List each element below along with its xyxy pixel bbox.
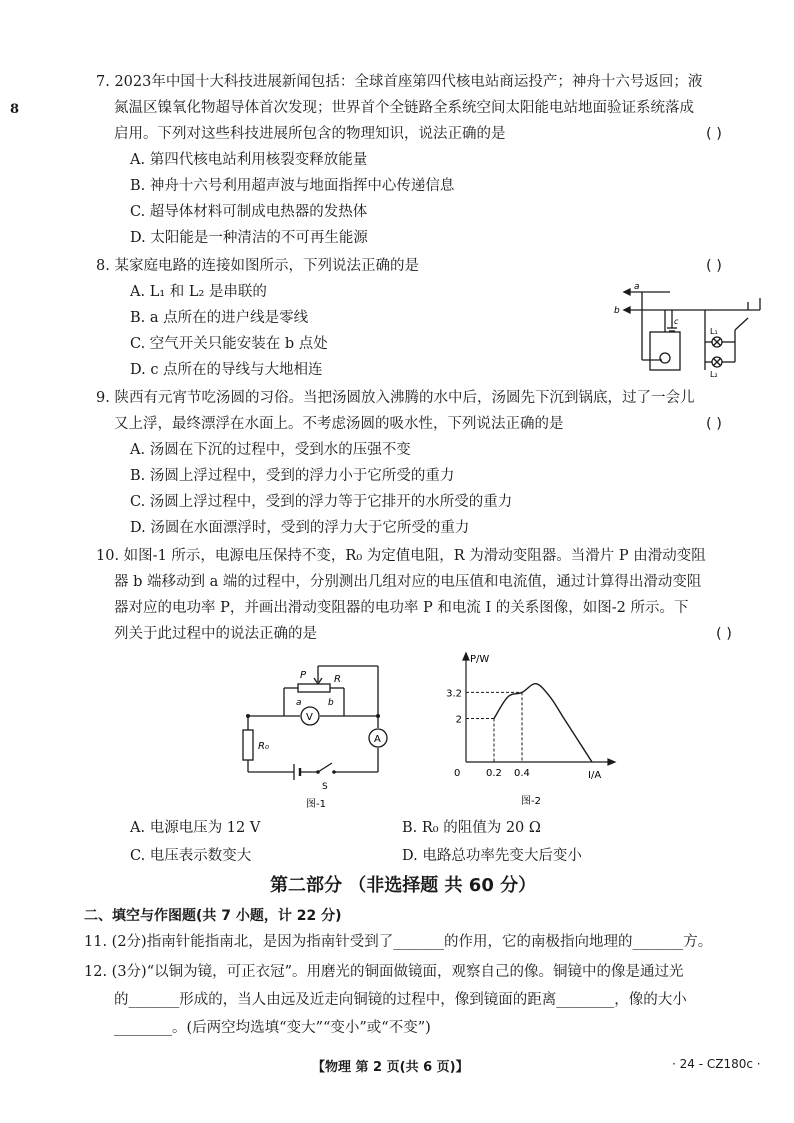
fig-label-b: b (614, 306, 620, 316)
q8-option-b: B. a 点所在的进户线是零线 (130, 310, 309, 326)
q7-option-c: C. 超导体材料可制成电热器的发热体 (130, 204, 368, 220)
origin-label: 0 (454, 768, 461, 779)
household-circuit-figure (610, 280, 780, 378)
q10-option-d: D. 电路总功率先变大后变小 (402, 848, 582, 864)
y-axis-arrow (463, 653, 469, 660)
q10-stem-line3: 器对应的电功率 P，并画出滑动变阻器的电功率 P 和电流 I 的关系图像，如图-2 所示。下 (114, 600, 689, 616)
q10-stem-line1: 10. 如图-1 所示，电源电压保持不变，R₀ 为定值电阻，R 为滑动变阻器。当滑片 P 由滑动变阻 (96, 548, 706, 564)
q9-option-d: D. 汤圆在水面漂浮时，受到的浮力大于它所受的重力 (130, 520, 470, 536)
fig1-label-r0: R₀ (258, 741, 269, 752)
x-axis-label: I/A (588, 770, 602, 781)
power-current-chart (426, 650, 622, 810)
q10-option-a: A. 电源电压为 12 V (130, 820, 261, 836)
x-axis-arrow (608, 759, 615, 765)
y-tick-label: 2 (455, 714, 462, 726)
y-axis-label: P/W (470, 654, 490, 665)
fig-label-c: c (674, 317, 679, 326)
q9-stem-line2: 又上浮，最终漂浮在水面上。不考虑汤圆的吸水性，下列说法正确的是 (114, 416, 564, 432)
fig1-label-b: b (328, 698, 334, 708)
fig2-caption: 图-2 (521, 796, 541, 807)
q8-answer-paren: ( ) (706, 258, 722, 274)
q10-option-c: C. 电压表示数变大 (130, 848, 252, 864)
q7-option-b: B. 神舟十六号利用超声波与地面指挥中心传递信息 (130, 178, 455, 194)
q9-option-b: B. 汤圆上浮过程中，受到的浮力小于它所受的重力 (130, 468, 455, 484)
q7-option-a: A. 第四代核电站利用核裂变释放能量 (130, 152, 368, 168)
q9-stem-line1: 9. 陕西有元宵节吃汤圆的习俗。当把汤圆放入沸腾的水中后，汤圆先下沉到锅底，过了一会儿 (96, 390, 695, 406)
question-12-line2: 的_______形成的，当人由远及近走向铜镜的过程中，像到镜面的距离________，像的大小 (114, 992, 687, 1008)
q10-answer-paren: ( ) (716, 626, 732, 642)
q9-option-a: A. 汤圆在下沉的过程中，受到水的压强不变 (130, 442, 411, 458)
q10-stem-line2: 器 b 端移动到 a 端的过程中，分别测出几组对应的电压值和电流值，通过计算得出滑动变阻 (114, 574, 702, 590)
q7-stem-line1: 7. 2023年中国十大科技进展新闻包括：全球首座第四代核电站商运投产；神舟十六号返回；液 (96, 74, 703, 90)
fig1-label-r: R (334, 674, 341, 685)
q7-stem-line2: 氮温区镍氧化物超导体首次发现；世界首个全链路全系统空间太阳能电站地面验证系统落成 (114, 100, 694, 116)
margin-mark: 8 (10, 102, 20, 117)
q10-option-b: B. R₀ 的阻值为 20 Ω (402, 820, 541, 836)
section-heading: 二、填空与作图题(共 7 小题，计 22 分) (84, 908, 342, 924)
q8-stem: 8. 某家庭电路的连接如图所示，下列说法正确的是 (96, 258, 419, 274)
circuit-figure-1 (236, 662, 402, 812)
fig-label-l1: L₁ (710, 327, 718, 336)
question-12-line3: ________。(后两空均选填“变大”“变小”或“不变”) (114, 1020, 431, 1036)
fig-label-l2: L₂ (710, 370, 718, 378)
question-11: 11. (2分)指南针能指南北，是因为指南针受到了_______的作用，它的南极指向地理的_______方。 (84, 934, 713, 950)
q8-option-d: D. c 点所在的导线与大地相连 (130, 362, 323, 378)
voltmeter-symbol: V (306, 712, 313, 723)
x-tick-label: 0.4 (514, 768, 530, 779)
x-tick-label: 0.2 (486, 768, 502, 779)
footer-page-label: 【物理 第 2 页(共 6 页)】 (312, 1060, 469, 1075)
fig1-label-a: a (296, 698, 302, 708)
fig1-label-p: P (300, 670, 307, 681)
q7-option-d: D. 太阳能是一种清洁的不可再生能源 (130, 230, 368, 246)
ammeter-symbol: A (374, 734, 381, 745)
footer-code: · 24 - CZ180c · (672, 1057, 761, 1071)
q8-option-c: C. 空气开关只能安装在 b 点处 (130, 336, 328, 352)
fig-label-a: a (634, 282, 640, 292)
power-curve (494, 684, 592, 762)
q10-stem-line4: 列关于此过程中的说法正确的是 (114, 626, 317, 642)
q7-stem-line3: 启用。下列对这些科技进展所包含的物理知识，说法正确的是 (114, 126, 506, 142)
fig1-caption: 图-1 (306, 799, 326, 810)
q9-answer-paren: ( ) (706, 416, 722, 432)
fig1-label-s: S (322, 782, 328, 792)
y-tick-label: 3.2 (446, 688, 462, 700)
q9-option-c: C. 汤圆上浮过程中，受到的浮力等于它排开的水所受的重力 (130, 494, 513, 510)
q8-option-a: A. L₁ 和 L₂ 是串联的 (130, 284, 267, 300)
part-two-title: 第二部分 （非选择题 共 60 分） (270, 875, 537, 896)
q7-answer-paren: ( ) (706, 126, 722, 142)
question-12-line1: 12. (3分)“以铜为镜，可正衣冠”。用磨光的铜面做镜面，观察自己的像。铜镜中的像是通过光 (84, 964, 684, 980)
